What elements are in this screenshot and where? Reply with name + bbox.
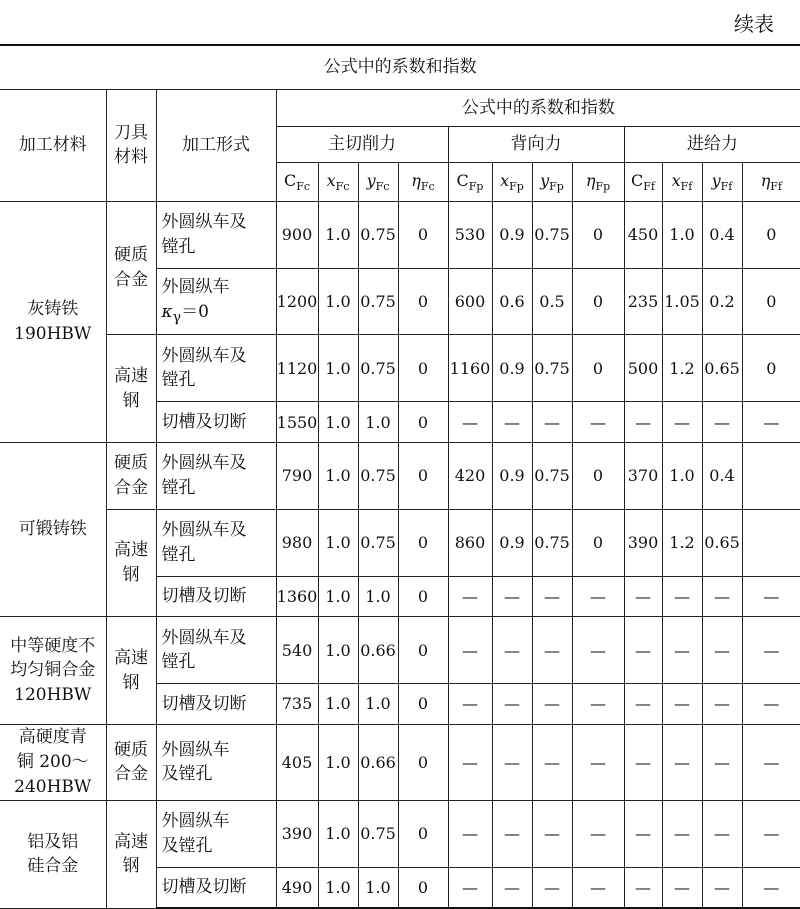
coefficient-value: 0 [398,268,448,335]
coefficient-value: 500 [624,335,662,402]
header-back-force: 背向力 [448,126,624,163]
coefficient-value: 0.9 [492,201,532,268]
header-feed-force: 进给力 [624,126,800,163]
table-row [0,800,800,867]
coefficient-value: — [662,800,702,867]
header-symbol: $C_{Fp}$ [448,163,492,202]
coefficient-value: 0.75 [532,442,572,509]
header-tool-material: 刀具 材料 [106,90,156,202]
coefficient-value: — [492,576,532,617]
tool-material-cell: 高速 钢 [106,617,156,724]
table-row [0,335,800,402]
coefficient-value: 0.66 [358,617,398,684]
coefficient-value: 0.9 [492,442,532,509]
coefficient-value: 0.75 [358,201,398,268]
coefficient-value: 0.75 [358,442,398,509]
coefficient-value: 1.0 [358,576,398,617]
coefficient-value: — [572,800,624,867]
coefficient-value: — [742,617,800,684]
coefficient-value: 0.4 [702,201,742,268]
coefficient-value: 0.75 [358,268,398,335]
coefficient-value: — [532,684,572,725]
coefficient-value: — [702,576,742,617]
coefficient-value: 405 [276,724,318,800]
coefficient-value: 1200 [276,268,318,335]
coefficient-value: 0 [398,684,448,725]
coefficient-value: 0.75 [532,201,572,268]
coefficient-value: 0.75 [358,335,398,402]
coefficient-value: 0 [398,724,448,800]
coefficient-value: — [448,576,492,617]
coefficient-value: — [662,867,702,908]
coefficient-value: 0.75 [532,335,572,402]
coefficient-value: 0.66 [358,724,398,800]
coefficient-value: — [702,617,742,684]
coefficient-value: 0.75 [358,509,398,576]
machining-form-cell: 外圆纵车及 镗孔 [156,509,276,576]
coefficient-value: — [624,867,662,908]
coefficient-value: 0 [398,335,448,402]
machining-form-cell: 外圆纵车 $\kappa_\gamma=0$ [156,268,276,335]
coefficient-value: 1.0 [358,402,398,443]
coefficient-value: 1.2 [662,509,702,576]
coefficient-value: 0 [572,335,624,402]
coefficient-value: — [624,617,662,684]
coefficient-value: — [448,800,492,867]
coefficient-value: — [662,402,702,443]
coefficient-value: 0 [572,268,624,335]
header-material: 加工材料 [0,90,106,202]
machining-form-cell: 外圆纵车及 镗孔 [156,617,276,684]
coefficient-value: — [532,800,572,867]
coefficient-value: 0.65 [702,509,742,576]
material-cell: 铝及铝 硅合金 [0,800,106,908]
header-symbol: $\eta_{Fc}$ [398,163,448,202]
coefficient-value: — [572,617,624,684]
coefficient-value: 390 [624,509,662,576]
coefficient-value: — [742,800,800,867]
coefficient-value: 0.65 [702,335,742,402]
coefficient-value: 735 [276,684,318,725]
machining-form-cell: 切槽及切断 [156,867,276,908]
material-cell: 灰铸铁 190HBW [0,201,106,442]
tool-material-cell: 硬质 合金 [106,442,156,509]
coefficient-value: — [448,402,492,443]
header-machining-form: 加工形式 [156,90,276,202]
coefficient-value: — [624,576,662,617]
coefficient-value: — [572,684,624,725]
material-cell: 可锻铸铁 [0,442,106,616]
coefficient-value: — [742,724,800,800]
header-main-cutting-force: 主切削力 [276,126,448,163]
coefficient-value: — [492,724,532,800]
header-symbol: $x_{Ff}$ [662,163,702,202]
coefficient-value: 860 [448,509,492,576]
coefficient-value: 0.6 [492,268,532,335]
header-coefficient-group: 公式中的系数和指数 [276,90,800,127]
coefficient-value: 490 [276,867,318,908]
coefficient-value: 0.9 [492,335,532,402]
coefficient-value: 1.0 [318,201,358,268]
coefficient-value: 1.0 [662,201,702,268]
coefficient-value: — [532,724,572,800]
coefficient-value: 1.0 [318,867,358,908]
coefficient-value: — [532,402,572,443]
coefficient-value: 0 [572,442,624,509]
coefficient-value: 0.9 [492,509,532,576]
coefficient-value: 0.75 [532,509,572,576]
coefficient-value: — [448,617,492,684]
tool-material-cell: 高速 钢 [106,335,156,442]
coefficient-value: — [662,576,702,617]
coefficient-value: 1.0 [318,402,358,443]
coefficient-value: 1.0 [318,335,358,402]
table-row [0,724,800,800]
coefficient-value: 1550 [276,402,318,443]
coefficient-value: — [492,800,532,867]
coefficient-value: — [624,402,662,443]
coefficient-value: — [532,576,572,617]
coefficient-value: 1160 [448,335,492,402]
coefficient-value: 0 [398,800,448,867]
coefficient-value: 0 [742,268,800,335]
coefficient-value: 1.0 [318,442,358,509]
material-cell: 高硬度青 铜 200～ 240HBW [0,724,106,800]
coefficient-value: 900 [276,201,318,268]
coefficient-value: 1.0 [318,617,358,684]
coefficient-value: — [702,800,742,867]
coefficient-value: 0.4 [702,442,742,509]
coefficient-value: — [624,800,662,867]
table-row [0,442,800,509]
coefficient-value: — [448,867,492,908]
coefficient-value: 0 [742,201,800,268]
machining-form-cell: 切槽及切断 [156,684,276,725]
coefficient-value: — [662,684,702,725]
coefficient-value: 0.5 [532,268,572,335]
machining-form-cell: 外圆纵车 及镗孔 [156,800,276,867]
coefficient-value: — [532,867,572,908]
coefficient-value: 1360 [276,576,318,617]
coefficient-value: 390 [276,800,318,867]
coefficient-value: — [572,867,624,908]
table-row [0,509,800,576]
coefficient-value [742,509,800,576]
machining-form-cell: 切槽及切断 [156,576,276,617]
table-row [0,201,800,268]
coefficient-value: 0 [398,442,448,509]
coefficient-value: 420 [448,442,492,509]
coefficient-value: 370 [624,442,662,509]
machining-form-cell: 外圆纵车及 镗孔 [156,201,276,268]
machining-form-cell: 外圆纵车及 镗孔 [156,442,276,509]
header-symbol: $x_{Fc}$ [318,163,358,202]
coefficient-value: 450 [624,201,662,268]
coefficient-value: — [532,617,572,684]
coefficient-value: 530 [448,201,492,268]
coefficient-value: 1.0 [318,800,358,867]
coefficient-value: — [572,724,624,800]
coefficient-value: 235 [624,268,662,335]
coefficient-value: 0 [398,867,448,908]
coefficient-value: 0 [398,617,448,684]
header-symbol: $\eta_{Ff}$ [742,163,800,202]
coefficient-value: — [448,724,492,800]
coefficient-value: — [702,867,742,908]
coefficient-value: — [492,402,532,443]
coefficient-value: 0 [572,509,624,576]
coefficient-value: — [702,724,742,800]
table-title: 公式中的系数和指数 [0,45,800,90]
coefficient-value: 0 [742,335,800,402]
header-symbol: $\eta_{Fp}$ [572,163,624,202]
coefficient-value: 1.05 [662,268,702,335]
coefficient-value: — [492,684,532,725]
coefficient-value: 980 [276,509,318,576]
tool-material-cell: 高速 钢 [106,509,156,616]
coefficient-value: — [742,867,800,908]
coefficient-value: 1.0 [662,442,702,509]
tool-material-cell: 硬质 合金 [106,724,156,800]
coefficient-value: — [572,402,624,443]
coefficient-value: 1.2 [662,335,702,402]
coefficient-value: — [702,402,742,443]
header-symbol: $x_{Fp}$ [492,163,532,202]
coefficient-value: 1.0 [318,684,358,725]
coefficient-value: 0 [398,402,448,443]
coefficient-value: 1.0 [358,684,398,725]
header-symbol: $C_{Fc}$ [276,163,318,202]
table-row [0,617,800,684]
header-symbol: $C_{Ff}$ [624,163,662,202]
coefficient-value: 0 [398,201,448,268]
coefficient-value: — [742,576,800,617]
material-cell: 中等硬度不 均匀铜合金 120HBW [0,617,106,724]
coefficient-value: 0 [398,576,448,617]
coefficient-value: 600 [448,268,492,335]
tool-material-cell: 高速 钢 [106,800,156,908]
header-symbol: $y_{Fp}$ [532,163,572,202]
coefficient-value: — [624,724,662,800]
coefficient-value: 1120 [276,335,318,402]
coefficient-value: — [492,617,532,684]
coefficient-value: — [572,576,624,617]
coefficient-value: 1.0 [318,268,358,335]
coefficient-value: 1.0 [318,724,358,800]
coefficient-value: 1.0 [358,867,398,908]
header-symbol: $y_{Ff}$ [702,163,742,202]
coefficient-value: — [742,402,800,443]
coefficient-value: — [492,867,532,908]
coefficient-value: 0 [572,201,624,268]
coefficient-value: 0.2 [702,268,742,335]
coefficient-value: 540 [276,617,318,684]
coefficient-value: — [624,684,662,725]
coefficient-value: — [742,684,800,725]
machining-form-cell: 切槽及切断 [156,402,276,443]
coefficient-value: 1.0 [318,509,358,576]
coefficient-value: 0 [398,509,448,576]
machining-form-cell: 外圆纵车及 镗孔 [156,335,276,402]
coefficient-value: 0.75 [358,800,398,867]
coefficient-value: — [702,684,742,725]
machining-form-cell: 外圆纵车 及镗孔 [156,724,276,800]
cutting-force-coefficient-table [0,44,800,909]
coefficient-value: 790 [276,442,318,509]
continued-label: 续表 [734,12,774,36]
tool-material-cell: 硬质 合金 [106,201,156,335]
header-symbol: $y_{Fc}$ [358,163,398,202]
coefficient-value: — [448,684,492,725]
coefficient-value: — [662,724,702,800]
coefficient-value [742,442,800,509]
coefficient-value: 1.0 [318,576,358,617]
coefficient-value: — [662,617,702,684]
